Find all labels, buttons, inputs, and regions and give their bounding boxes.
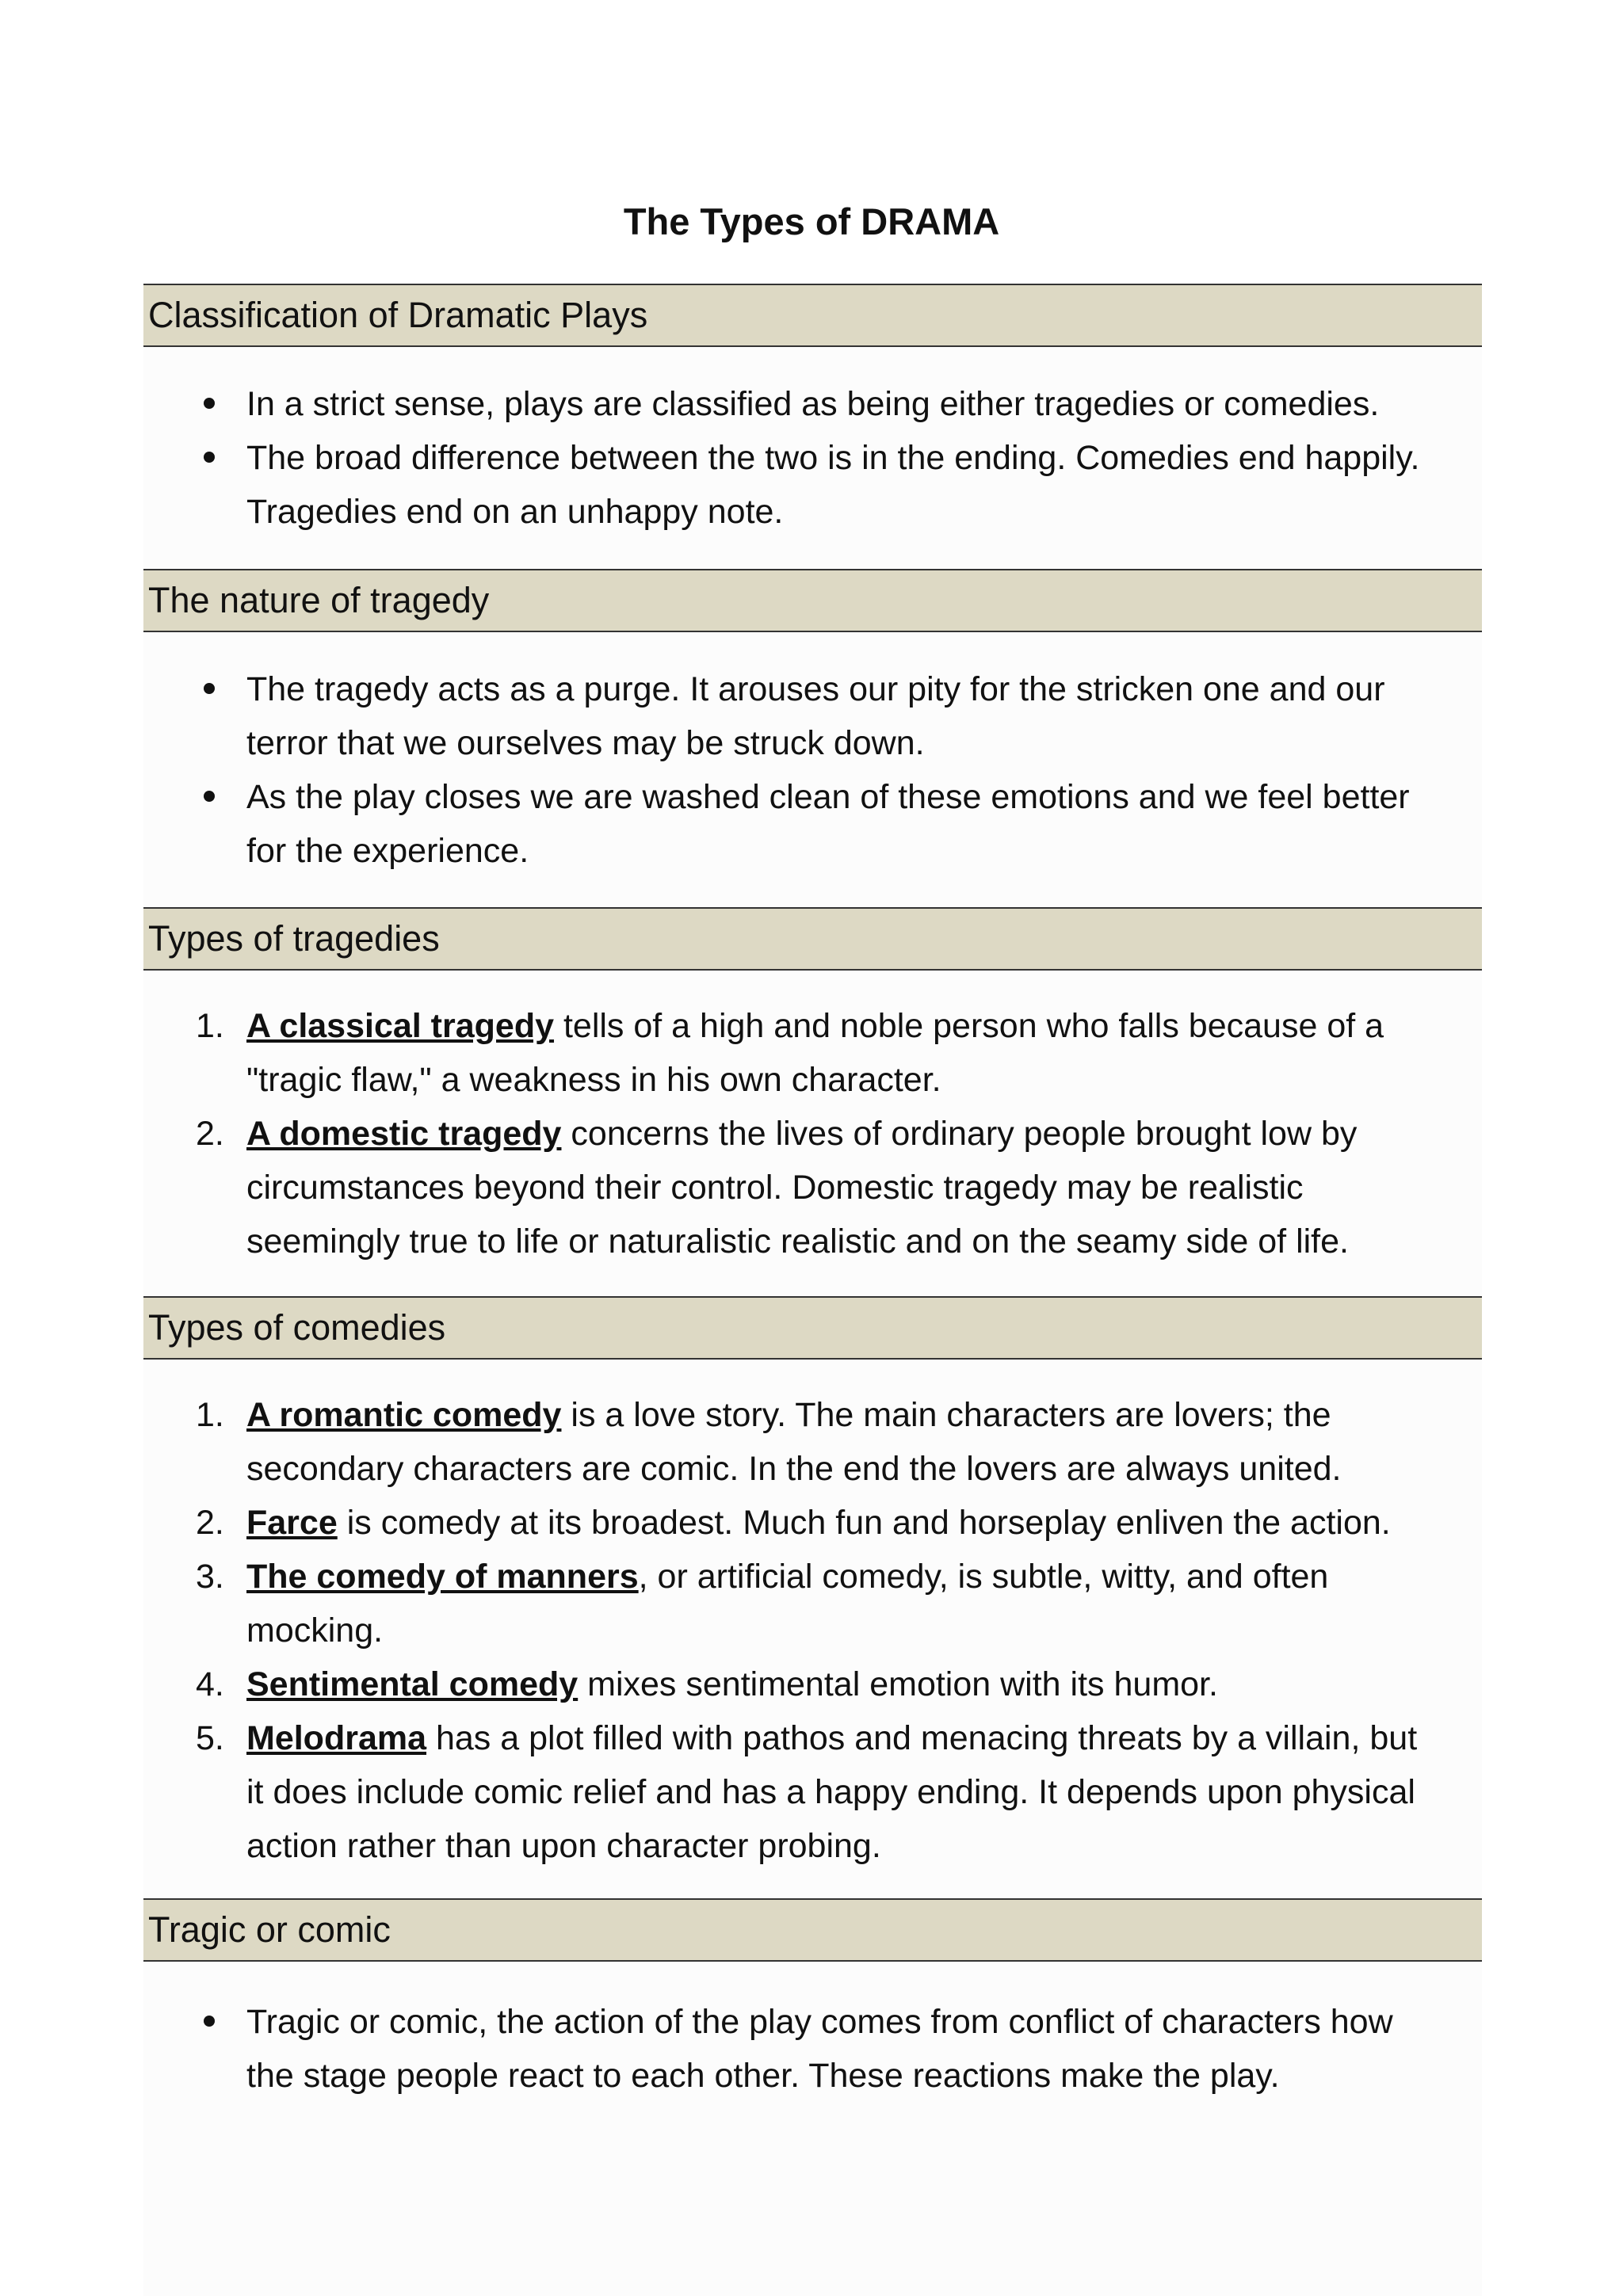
- numbered-list-comedies: [143, 1388, 1482, 1873]
- term-comedy-of-manners: The comedy of manners: [246, 1558, 639, 1596]
- bullet-list-tragic-or-comic: [143, 1995, 1482, 2103]
- list-item: 2. Farce is comedy at its broadest. Much fun and horseplay enliven the action.: [143, 1496, 1482, 1550]
- term-romantic-comedy: A romantic comedy: [246, 1396, 562, 1434]
- list-number: 3.: [196, 1558, 224, 1596]
- section-header-nature-of-tragedy: The nature of tragedy: [143, 569, 1482, 632]
- list-item: 3. The comedy of manners, or artificial comedy, is subtle, witty, and often mocking.: [143, 1550, 1482, 1657]
- bullet-list-classification: [143, 377, 1482, 539]
- list-item: The broad difference between the two is in the ending. Comedies end happily. Tragedies end on an unhappy note.: [143, 431, 1482, 539]
- list-item: The tragedy acts as a purge. It arouses our pity for the stricken one and our terror that we ourselves may be struck down.: [143, 662, 1482, 770]
- numbered-list-tragedies: [143, 999, 1482, 1268]
- list-number: 1.: [196, 1007, 224, 1045]
- list-number: 4.: [196, 1665, 224, 1703]
- list-item: 1. A classical tragedy tells of a high and noble person who falls because of a "tragic flaw," a weakness in his own character.: [143, 999, 1482, 1107]
- list-item: 1. A romantic comedy is a love story. The main characters are lovers; the secondary characters are comic. In the end the lovers are always united.: [143, 1388, 1482, 1496]
- list-number: 2.: [196, 1115, 224, 1153]
- list-number: 2.: [196, 1504, 224, 1542]
- document-title: The Types of DRAMA: [623, 200, 1000, 242]
- bullet-icon: [204, 683, 215, 694]
- list-number: 1.: [196, 1396, 224, 1434]
- bullet-icon: [204, 2016, 215, 2027]
- section-header-tragic-or-comic: Tragic or comic: [143, 1898, 1482, 1962]
- bullet-icon: [204, 452, 215, 463]
- term-domestic-tragedy: A domestic tragedy: [246, 1115, 562, 1153]
- bullet-list-nature-of-tragedy: [143, 662, 1482, 878]
- list-item: As the play closes we are washed clean of these emotions and we feel better for the experience.: [143, 770, 1482, 878]
- term-sentimental-comedy: Sentimental comedy: [246, 1665, 579, 1703]
- list-item: 4. Sentimental comedy mixes sentimental emotion with its humor.: [143, 1657, 1482, 1711]
- list-item: 2. A domestic tragedy concerns the lives of ordinary people brought low by circumstances beyond their control. Domestic tragedy may be realistic seemingly true to life or naturalistic realistic and on the seamy side of life.: [143, 1107, 1482, 1268]
- term-melodrama: Melodrama: [246, 1719, 427, 1757]
- section-header-classification: Classification of Dramatic Plays: [143, 284, 1482, 347]
- term-classical-tragedy: A classical tragedy: [246, 1007, 555, 1045]
- list-item: In a strict sense, plays are classified as being either tragedies or comedies.: [143, 377, 1482, 431]
- section-header-types-of-tragedies: Types of tragedies: [143, 907, 1482, 971]
- list-item: 5. Melodrama has a plot filled with pathos and menacing threats by a villain, but it does include comic relief and has a happy ending. It depends upon physical action rather than upon character probing.: [143, 1711, 1482, 1873]
- list-item: Tragic or comic, the action of the play comes from conflict of characters how the stage people react to each other. These reactions make the play.: [143, 1995, 1482, 2103]
- bullet-icon: [204, 791, 215, 802]
- term-farce: Farce: [246, 1504, 338, 1542]
- bullet-icon: [204, 398, 215, 409]
- list-number: 5.: [196, 1719, 224, 1757]
- section-header-types-of-comedies: Types of comedies: [143, 1296, 1482, 1360]
